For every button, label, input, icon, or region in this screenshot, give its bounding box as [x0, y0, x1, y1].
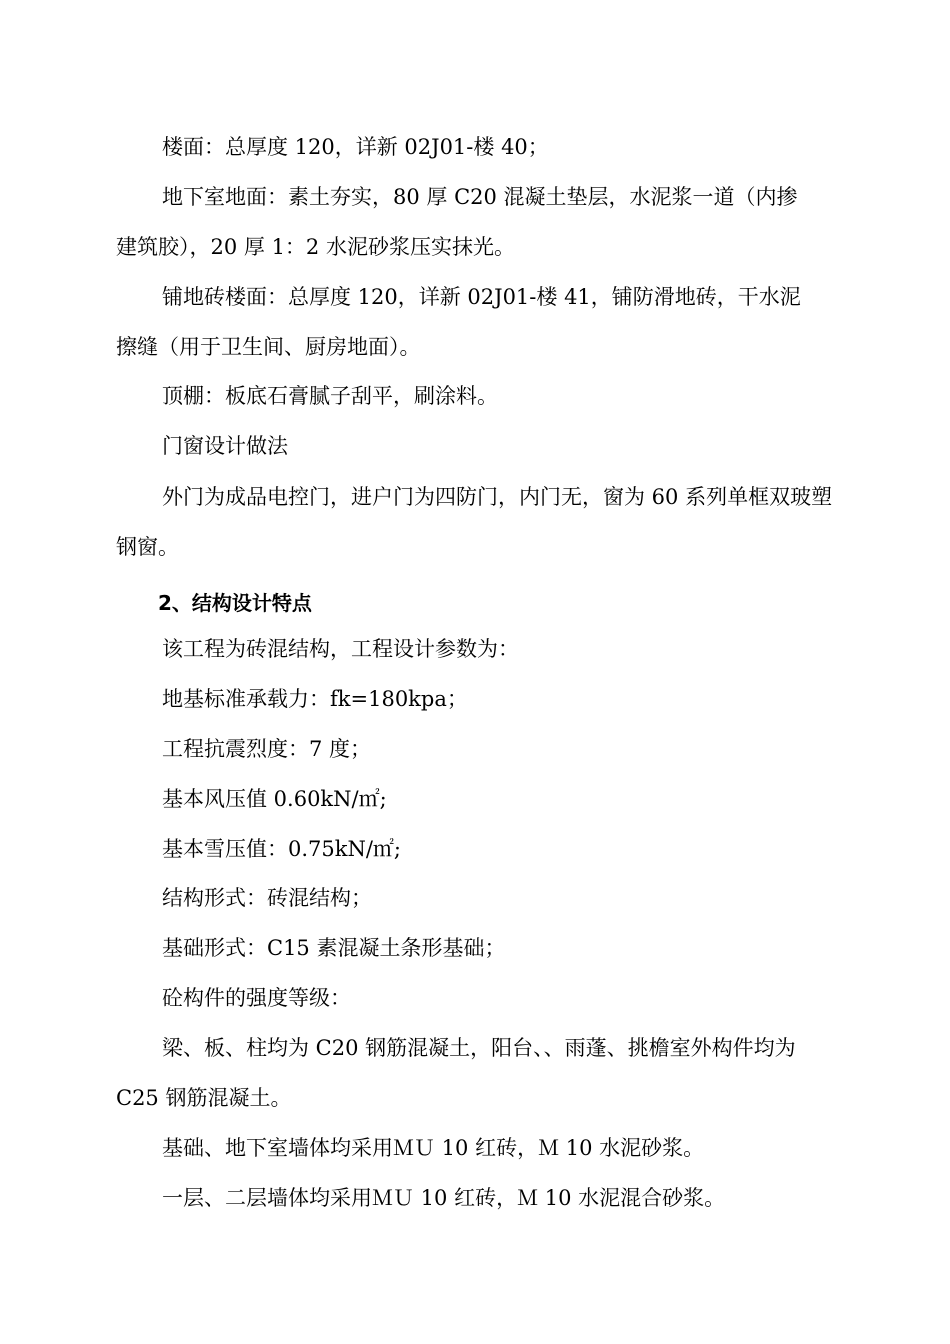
section-heading-structure: 2、结构设计特点 — [158, 591, 312, 615]
paragraph-snow-pressure: 基本雪压值：0.75kN/㎡; — [162, 837, 402, 861]
paragraph-floor: 楼面：总厚度 120，详新 02J01-楼 40； — [162, 135, 549, 159]
paragraph-basement-floor-line1: 地下室地面：素土夯实，80 厚 C20 混凝土垫层，水泥浆一道（内掺 — [162, 185, 798, 209]
paragraph-concrete-grade-line2: C25 钢筋混凝土。 — [116, 1086, 292, 1110]
paragraph-tile-floor-line1: 铺地砖楼面：总厚度 120，详新 02J01-楼 41，铺防滑地砖，干水泥 — [162, 285, 801, 309]
paragraph-bearing-capacity: 地基标准承载力：fk=180kpa； — [162, 687, 468, 711]
paragraph-concrete-grade-line1: 梁、板、柱均为 C20 钢筋混凝土，阳台、、雨蓬、挑檐室外构件均为 — [162, 1036, 796, 1060]
paragraph-wind-pressure: 基本风压值 0.60kN/㎡; — [162, 787, 387, 811]
paragraph-tile-floor-line2: 擦缝（用于卫生间、厨房地面）。 — [116, 335, 421, 359]
paragraph-upper-walls: 一层、二层墙体均采用ＭＵ 10 红砖，Ｍ 10 水泥混合砂浆。 — [162, 1186, 726, 1210]
paragraph-structure-form: 结构形式：砖混结构； — [162, 886, 372, 910]
paragraph-concrete-grade-title: 砼构件的强度等级： — [162, 986, 351, 1010]
paragraph-ceiling: 顶棚：板底石膏腻子刮平，刷涂料。 — [162, 384, 498, 408]
paragraph-basement-floor-line2: 建筑胶），20 厚 1：2 水泥砂浆压实抹光。 — [116, 235, 515, 259]
paragraph-basement-walls: 基础、地下室墙体均采用ＭＵ 10 红砖，Ｍ 10 水泥砂浆。 — [162, 1136, 705, 1160]
paragraph-doors-windows-line1: 外门为成品电控门，进户门为四防门，内门无，窗为 60 系列单框双玻塑 — [162, 485, 833, 509]
paragraph-structure-intro: 该工程为砖混结构，工程设计参数为： — [162, 637, 519, 661]
paragraph-doors-windows-line2: 钢窗。 — [116, 535, 179, 559]
paragraph-door-window-title: 门窗设计做法 — [162, 434, 288, 458]
paragraph-seismic: 工程抗震烈度：7 度； — [162, 737, 372, 761]
paragraph-foundation-form: 基础形式：C15 素混凝土条形基础； — [162, 936, 506, 960]
